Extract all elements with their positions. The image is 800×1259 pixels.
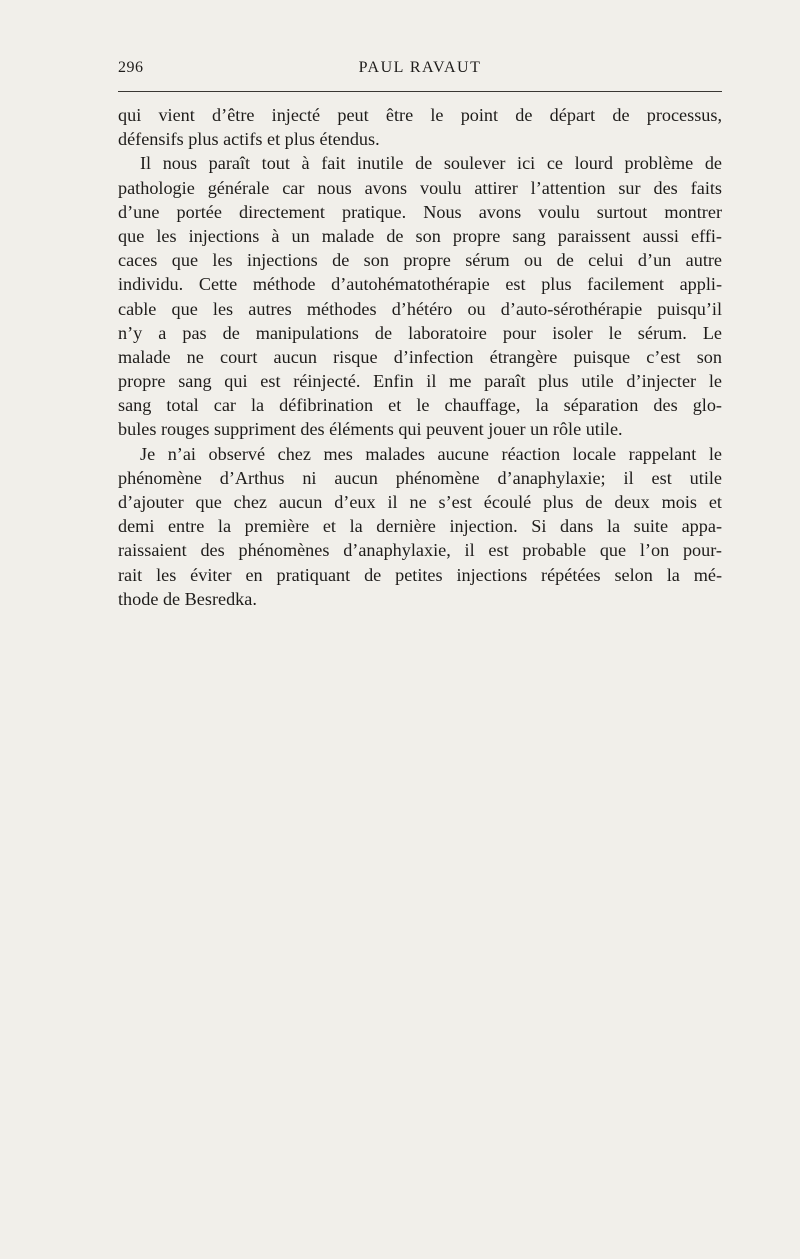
running-head: PAUL RAVAUT [358, 59, 482, 76]
text-line: phénomène d’Arthus ni aucun phénomène d’anaphylaxie; il est utile [118, 467, 722, 488]
text-line: Il nous paraît tout à fait inutile de soulever ici ce lourd problème de [140, 153, 722, 174]
text-line: caces que les injections de son propre sérum ou de celui d’un autre [118, 250, 722, 271]
text-line: raissaient des phénomènes d’anaphylaxie, il est probable que l’on pour- [118, 540, 722, 561]
body-text [118, 103, 722, 611]
text-line: individu. Cette méthode d’autohématothérapie est plus facilement appli- [118, 274, 722, 295]
header-rule [118, 91, 722, 92]
text-line: malade ne court aucun risque d’infection étrangère puisque c’est son [118, 346, 722, 367]
text-line: d’ajouter que chez aucun d’eux il ne s’est écoulé plus de deux mois et [118, 492, 722, 512]
text-line: bules rouges suppriment des éléments qui peuvent jouer un rôle utile. [118, 419, 623, 440]
text-line: défensifs plus actifs et plus étendus. [118, 129, 380, 150]
text-line: thode de Besredka. [118, 588, 257, 609]
text-line: d’une portée directement pratique. Nous avons voulu surtout montrer [118, 201, 722, 222]
text-line: Je n’ai observé chez mes malades aucune réaction locale rappelant le [140, 443, 722, 464]
text-line: que les injections à un malade de son propre sang paraissent aussi effi- [118, 225, 722, 246]
text-line: rait les éviter en pratiquant de petites injections répétées selon la mé- [118, 564, 722, 585]
page-number: 296 [118, 59, 144, 76]
text-line: cable que les autres méthodes d’hétéro ou d’auto-sérothérapie puisqu’il [118, 298, 722, 319]
text-line: sang total car la défibrination et le chauffage, la séparation des glo- [118, 395, 722, 416]
text-line: demi entre la première et la dernière injection. Si dans la suite appa- [118, 516, 722, 537]
text-line: propre sang qui est réinjecté. Enfin il me paraît plus utile d’injecter le [118, 371, 722, 392]
text-line: n’y a pas de manipulations de laboratoire pour isoler le sérum. Le [118, 322, 722, 343]
text-line: pathologie générale car nous avons voulu attirer l’attention sur des faits [118, 177, 722, 198]
text-line: qui vient d’être injecté peut être le point de départ de processus, [118, 105, 722, 125]
